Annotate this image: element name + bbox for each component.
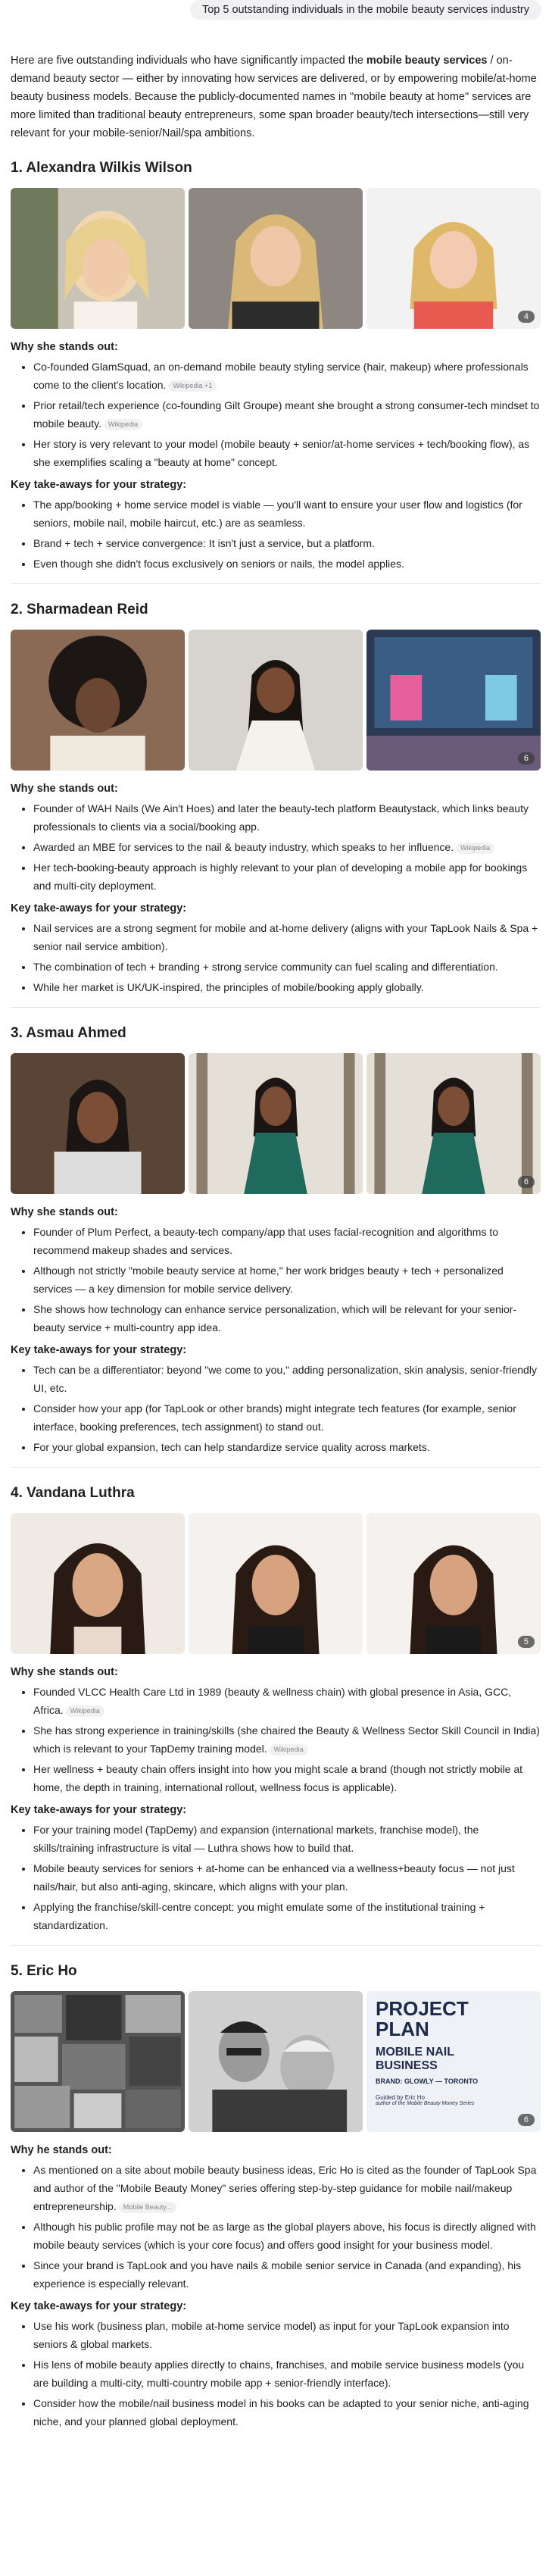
list-item: • Although his public profile may not be as large as the global players above, his focus is directly aligned with mobile beauty services (which is your core focus) and offers good insight for your business model. <box>33 2218 541 2254</box>
list-item: • Consider how the mobile/nail business model in his books can be adapted to your senior niche, anti-aging niche, and your planned global deployment. <box>33 2394 541 2431</box>
divider <box>11 583 541 584</box>
image-count-icon[interactable]: 5 <box>518 1636 535 1648</box>
list-item: • While her market is UK/UK-inspired, the principles of mobile/booking apply globally. <box>33 978 541 996</box>
list-item: • She has strong experience in training/skills (she chaired the Beauty & Wellness Sector Skill Council in India) which is relevant to your TapDemy training model. Wikipedia <box>33 1721 541 1758</box>
list-item: • Nail services are a strong segment for mobile and at-home delivery (aligns with your TapLook Nails & Spa + senior nail service ambition). <box>33 919 541 955</box>
takeaway-heading: Key take-aways for your strategy: <box>11 1344 187 1356</box>
list-item: • The app/booking + home service model is viable — you'll want to ensure your user flow and logistics (for seniors, mobile nail, mobile haircut, etc.) are as seamless. <box>33 496 541 532</box>
list-item: • Even though she didn't focus exclusively on seniors or nails, the model applies. <box>33 555 541 573</box>
list-item: • Prior retail/tech experience (co-founding Gilt Groupe) meant she brought a strong consumer-tech mindset to mobile beauty. Wikipedia <box>33 396 541 433</box>
takeaway-heading: Key take-aways for your strategy: <box>11 1804 187 1816</box>
photo[interactable] <box>366 1053 541 1194</box>
takeaway-list <box>11 496 541 573</box>
source-chip[interactable]: Wikipedia <box>456 843 494 854</box>
book-cover[interactable] <box>366 1991 541 2132</box>
section-1 <box>11 159 541 584</box>
section-2 <box>11 601 541 1008</box>
source-chip[interactable]: Wikipedia +1 <box>168 380 217 392</box>
list-item: • She shows how technology can enhance service personalization, which will be relevant for your senior-beauty service + multi-country app idea. <box>33 1300 541 1336</box>
list-item: • As mentioned on a site about mobile beauty business ideas, Eric Ho is cited as the founder of TapLook Spa and author of the "Mobile Beauty Money" series offering step-by-step guidance for mobile nail/makeup entrepreneurship. Mobile Beauty... <box>33 2161 541 2215</box>
image-gallery[interactable] <box>11 630 541 771</box>
photo[interactable] <box>11 1053 185 1194</box>
poster-line: BUSINESS <box>376 2059 438 2072</box>
takeaway-list <box>11 1821 541 1934</box>
photo[interactable] <box>189 1053 363 1194</box>
source-chip[interactable]: Wikipedia <box>66 1705 104 1717</box>
list-item: • Mobile beauty services for seniors + at-home can be enhanced via a wellness+beauty focus — not just nails/hair, but also anti-aging, skincare, which aligns with your plan. <box>33 1859 541 1896</box>
list-item: • The combination of tech + branding + strong service community can fuel scaling and differentiation. <box>33 958 541 976</box>
list-item: • Brand + tech + service convergence: It isn't just a service, but a platform. <box>33 534 541 552</box>
list-item: • Founder of WAH Nails (We Ain't Hoes) and later the beauty-tech platform Beautystack, which links beauty professionals to clients via a social/booking app. <box>33 799 541 836</box>
why-list <box>11 1223 541 1336</box>
why-list <box>11 2161 541 2293</box>
section-title: 2. Sharmadean Reid <box>11 602 148 617</box>
photo[interactable] <box>189 1513 363 1654</box>
poster-line: PROJECT <box>376 1997 469 2020</box>
response-body <box>11 52 541 2438</box>
photo[interactable] <box>11 1991 185 2132</box>
list-item: • Since your brand is TapLook and you have nails & mobile senior service in Canada (and expanding), his experience is especially relevant. <box>33 2256 541 2293</box>
section-4 <box>11 1484 541 1946</box>
takeaway-list <box>11 1361 541 1456</box>
section-title: 4. Vandana Luthra <box>11 1485 135 1501</box>
image-count-icon[interactable]: 6 <box>518 752 535 764</box>
list-item: • Use his work (business plan, mobile at-home service model) as input for your TapLook expansion into seniors & global markets. <box>33 2317 541 2353</box>
poster-brand: BRAND: GLOWLY — TORONTO <box>376 2077 479 2085</box>
user-prompt-bubble: Top 5 outstanding individuals in the mobile beauty services industry <box>190 0 541 20</box>
section-title: 1. Alexandra Wilkis Wilson <box>11 160 192 176</box>
image-gallery[interactable] <box>11 1513 541 1654</box>
poster-line: PLAN <box>376 2018 429 2040</box>
photo[interactable] <box>366 188 541 329</box>
image-count-icon[interactable]: 6 <box>518 1176 535 1188</box>
intro-paragraph: Here are five outstanding individuals who have significantly impacted the mobile beauty services / on-demand beauty sector — either by innovating how services are delivered, or by empowering mobile/at-home beauty business models. Because the publicly-documented names in "mobile beauty at home" services are more limited than traditional beauty entrepreneurs, some span broader beauty/tech intersections—still very relevant for your mobile-senior/Nail/spa ambitions. <box>11 55 537 139</box>
takeaway-list <box>11 2317 541 2431</box>
list-item: • Although not strictly "mobile beauty service at home," her work bridges beauty + tech + personalized services — a key dimension for mobile service delivery. <box>33 1261 541 1298</box>
list-item: • Founded VLCC Health Care Ltd in 1989 (beauty & wellness chain) with global presence in Asia, GCC, Africa. Wikipedia <box>33 1683 541 1719</box>
photo[interactable] <box>189 188 363 329</box>
list-item: • Her story is very relevant to your model (mobile beauty + senior/at-home services + tech/booking flow), as she exemplifies scaling a "beauty at home" concept. <box>33 435 541 471</box>
image-count-icon[interactable]: 6 <box>518 2114 535 2126</box>
poster-author: author of the Mobile Beauty Money Series <box>376 2101 475 2106</box>
source-chip[interactable]: Mobile Beauty... <box>119 2202 176 2213</box>
list-item: • Her wellness + beauty chain offers insight into how you might scale a brand (though not strictly mobile at home, the depth in training, international rollout, wellness focus is applicable). <box>33 1760 541 1796</box>
photo[interactable] <box>11 1513 185 1654</box>
divider <box>11 1467 541 1468</box>
section-3 <box>11 1024 541 1468</box>
list-item: • Awarded an MBE for services to the nail & beauty industry, which speaks to her influence. Wikipedia <box>33 838 541 856</box>
takeaway-heading: Key take-aways for your strategy: <box>11 2300 187 2312</box>
why-list <box>11 1683 541 1796</box>
photo[interactable] <box>366 630 541 771</box>
list-item: • Tech can be a differentiator: beyond "we come to you," adding personalization, skin analysis, senior-friendly UI, etc. <box>33 1361 541 1397</box>
photo[interactable] <box>366 1513 541 1654</box>
divider <box>11 1007 541 1008</box>
list-item: • For your training model (TapDemy) and expansion (international markets, franchise model), the skills/training infrastructure is vital — Luthra shows how to build that. <box>33 1821 541 1857</box>
list-item: • Founder of Plum Perfect, a beauty-tech company/app that uses facial-recognition and algorithms to recommend makeup shades and services. <box>33 1223 541 1259</box>
image-count-icon[interactable]: 4 <box>518 311 535 323</box>
why-heading: Why he stands out: <box>11 2144 112 2156</box>
takeaway-heading: Key take-aways for your strategy: <box>11 902 187 914</box>
section-title: 5. Eric Ho <box>11 1963 77 1979</box>
why-heading: Why she stands out: <box>11 783 118 795</box>
list-item: • Applying the franchise/skill-centre concept: you might emulate some of the institutional training + standardization. <box>33 1898 541 1934</box>
why-heading: Why she stands out: <box>11 1666 118 1678</box>
source-chip[interactable]: Wikipedia <box>270 1744 308 1755</box>
image-gallery[interactable] <box>11 1991 541 2132</box>
photo[interactable] <box>189 1991 363 2132</box>
list-item: • Her tech-booking-beauty approach is highly relevant to your plan of developing a mobile app for bookings and multi-city deployment. <box>33 858 541 895</box>
image-gallery[interactable] <box>11 1053 541 1194</box>
section-title: 3. Asmau Ahmed <box>11 1025 126 1041</box>
takeaway-heading: Key take-aways for your strategy: <box>11 479 187 491</box>
photo[interactable] <box>11 630 185 771</box>
list-item: • His lens of mobile beauty applies directly to chains, franchises, and mobile service business models (you are building a multi-city, multi-country mobile app + senior-friendly interface). <box>33 2356 541 2392</box>
divider <box>11 1945 541 1946</box>
why-heading: Why she stands out: <box>11 1206 118 1218</box>
section-5 <box>11 1962 541 2431</box>
list-item: • Consider how your app (for TapLook or other brands) might integrate tech features (for example, senior interface, booking preferences, tech assignment) to stand out. <box>33 1399 541 1436</box>
poster-guide: Guided by Eric Ho <box>376 2094 425 2101</box>
image-gallery[interactable] <box>11 188 541 329</box>
takeaway-list <box>11 919 541 996</box>
photo[interactable] <box>189 630 363 771</box>
why-list <box>11 358 541 471</box>
photo[interactable] <box>11 188 185 329</box>
why-list <box>11 799 541 895</box>
poster-line: MOBILE NAIL <box>376 2046 454 2059</box>
why-heading: Why she stands out: <box>11 341 118 353</box>
source-chip[interactable]: Wikipedia <box>104 419 142 430</box>
list-item: • For your global expansion, tech can help standardize service quality across markets. <box>33 1438 541 1456</box>
list-item: • Co-founded GlamSquad, an on-demand mobile beauty styling service (hair, makeup) where professionals come to the client's location. Wikipedia +1 <box>33 358 541 394</box>
